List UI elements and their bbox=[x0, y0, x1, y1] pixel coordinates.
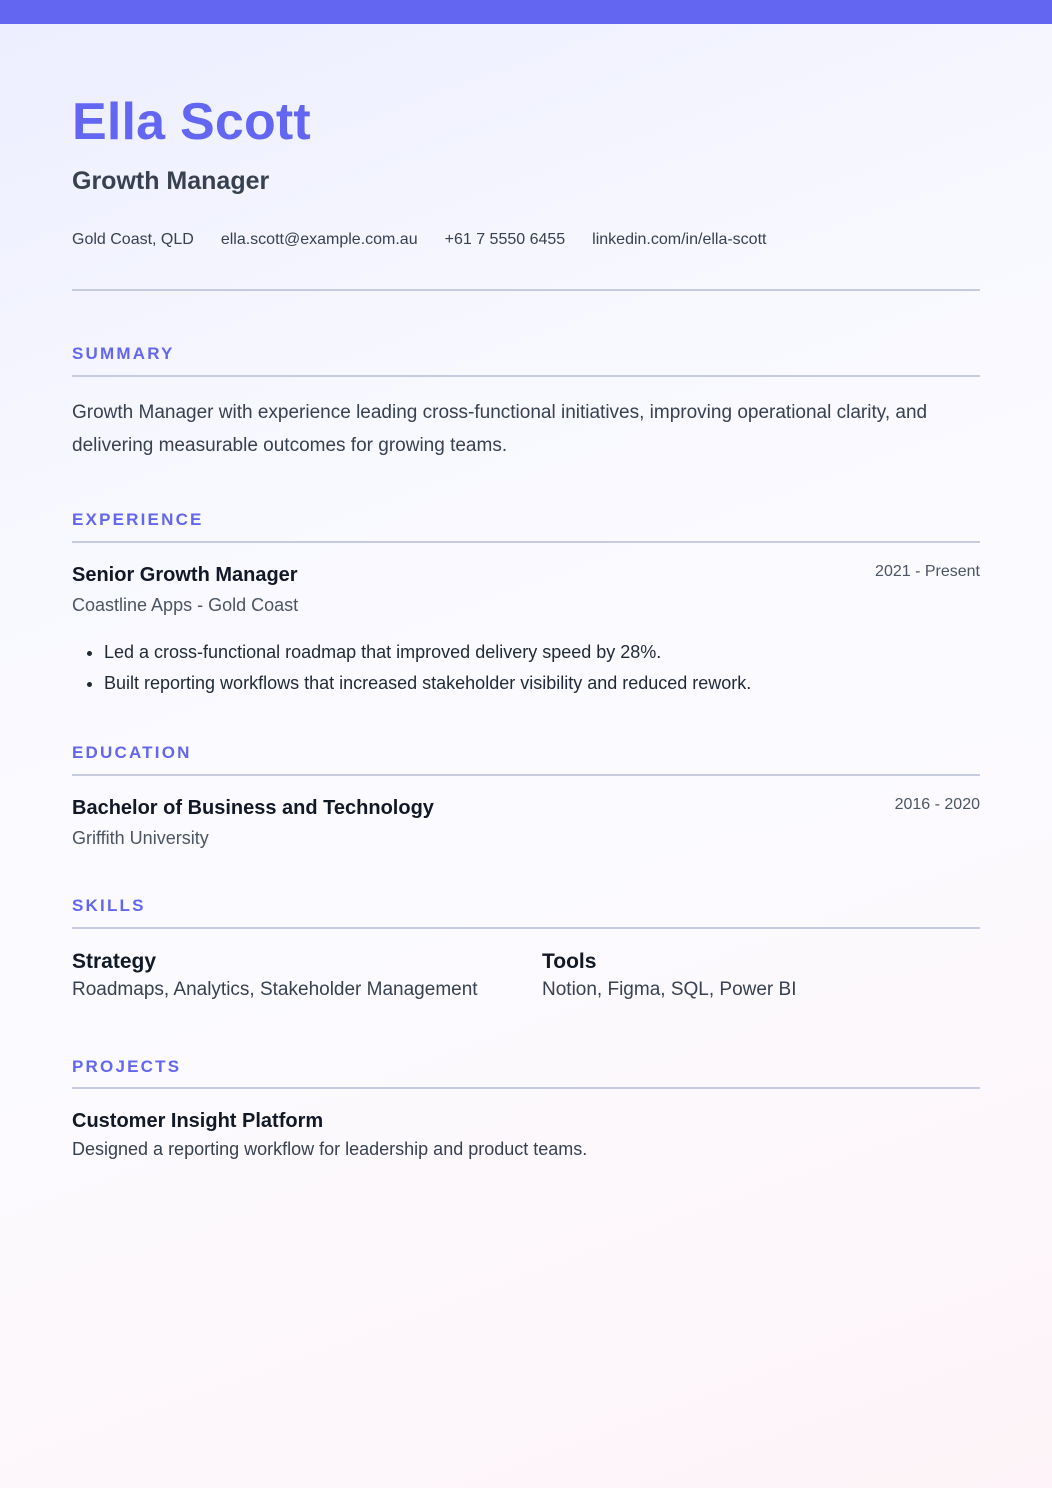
experience-role: Senior Growth Manager bbox=[72, 564, 298, 586]
project-description: Designed a reporting workflow for leadership and product teams. bbox=[72, 1139, 588, 1159]
skills-divider bbox=[72, 927, 980, 929]
experience-bullets bbox=[72, 637, 751, 699]
skill-group-name: Tools bbox=[542, 950, 597, 973]
summary-divider bbox=[72, 375, 980, 377]
education-heading: EDUCATION bbox=[72, 743, 192, 762]
top-accent-bar bbox=[0, 0, 1052, 24]
education-degree: Bachelor of Business and Technology bbox=[72, 797, 434, 819]
skills-heading: SKILLS bbox=[72, 896, 146, 915]
skill-group-tools bbox=[542, 951, 797, 999]
experience-dates: 2021 - Present bbox=[875, 563, 980, 580]
contact-email[interactable]: ella.scott@example.com.au bbox=[220, 231, 418, 248]
contact-line bbox=[72, 231, 766, 249]
experience-bullet: • Led a cross-functional roadmap that improved delivery speed by 28%. bbox=[104, 637, 751, 668]
candidate-name: Ella Scott bbox=[72, 93, 311, 151]
summary-heading: SUMMARY bbox=[72, 344, 175, 363]
summary-text: Growth Manager with experience leading cross-functional initiatives, improving operational clarity, and delivering measurable outcomes for growing teams. bbox=[72, 402, 928, 456]
skill-group-name: Strategy bbox=[72, 950, 157, 973]
skill-group-list: Roadmaps, Analytics, Stakeholder Management bbox=[72, 979, 478, 1000]
skill-group-strategy bbox=[72, 951, 478, 999]
experience-divider bbox=[72, 541, 980, 543]
projects-heading: PROJECTS bbox=[72, 1057, 182, 1076]
candidate-title: Growth Manager bbox=[72, 167, 270, 195]
header-divider bbox=[72, 289, 980, 291]
education-dates: 2016 - 2020 bbox=[894, 796, 980, 813]
skill-group-list: Notion, Figma, SQL, Power BI bbox=[542, 979, 797, 1000]
contact-linkedin[interactable]: linkedin.com/in/ella-scott bbox=[592, 231, 767, 248]
experience-bullet: • Built reporting workflows that increased stakeholder visibility and reduced rework. bbox=[104, 668, 751, 699]
education-divider bbox=[72, 774, 980, 776]
projects-divider bbox=[72, 1087, 980, 1089]
experience-heading: EXPERIENCE bbox=[72, 510, 204, 529]
contact-phone[interactable]: +61 7 5550 6455 bbox=[444, 231, 566, 248]
project-name: Customer Insight Platform bbox=[72, 1110, 324, 1132]
contact-location: Gold Coast, QLD bbox=[72, 231, 194, 248]
experience-company: Coastline Apps - Gold Coast bbox=[72, 595, 299, 615]
education-school: Griffith University bbox=[72, 828, 209, 848]
